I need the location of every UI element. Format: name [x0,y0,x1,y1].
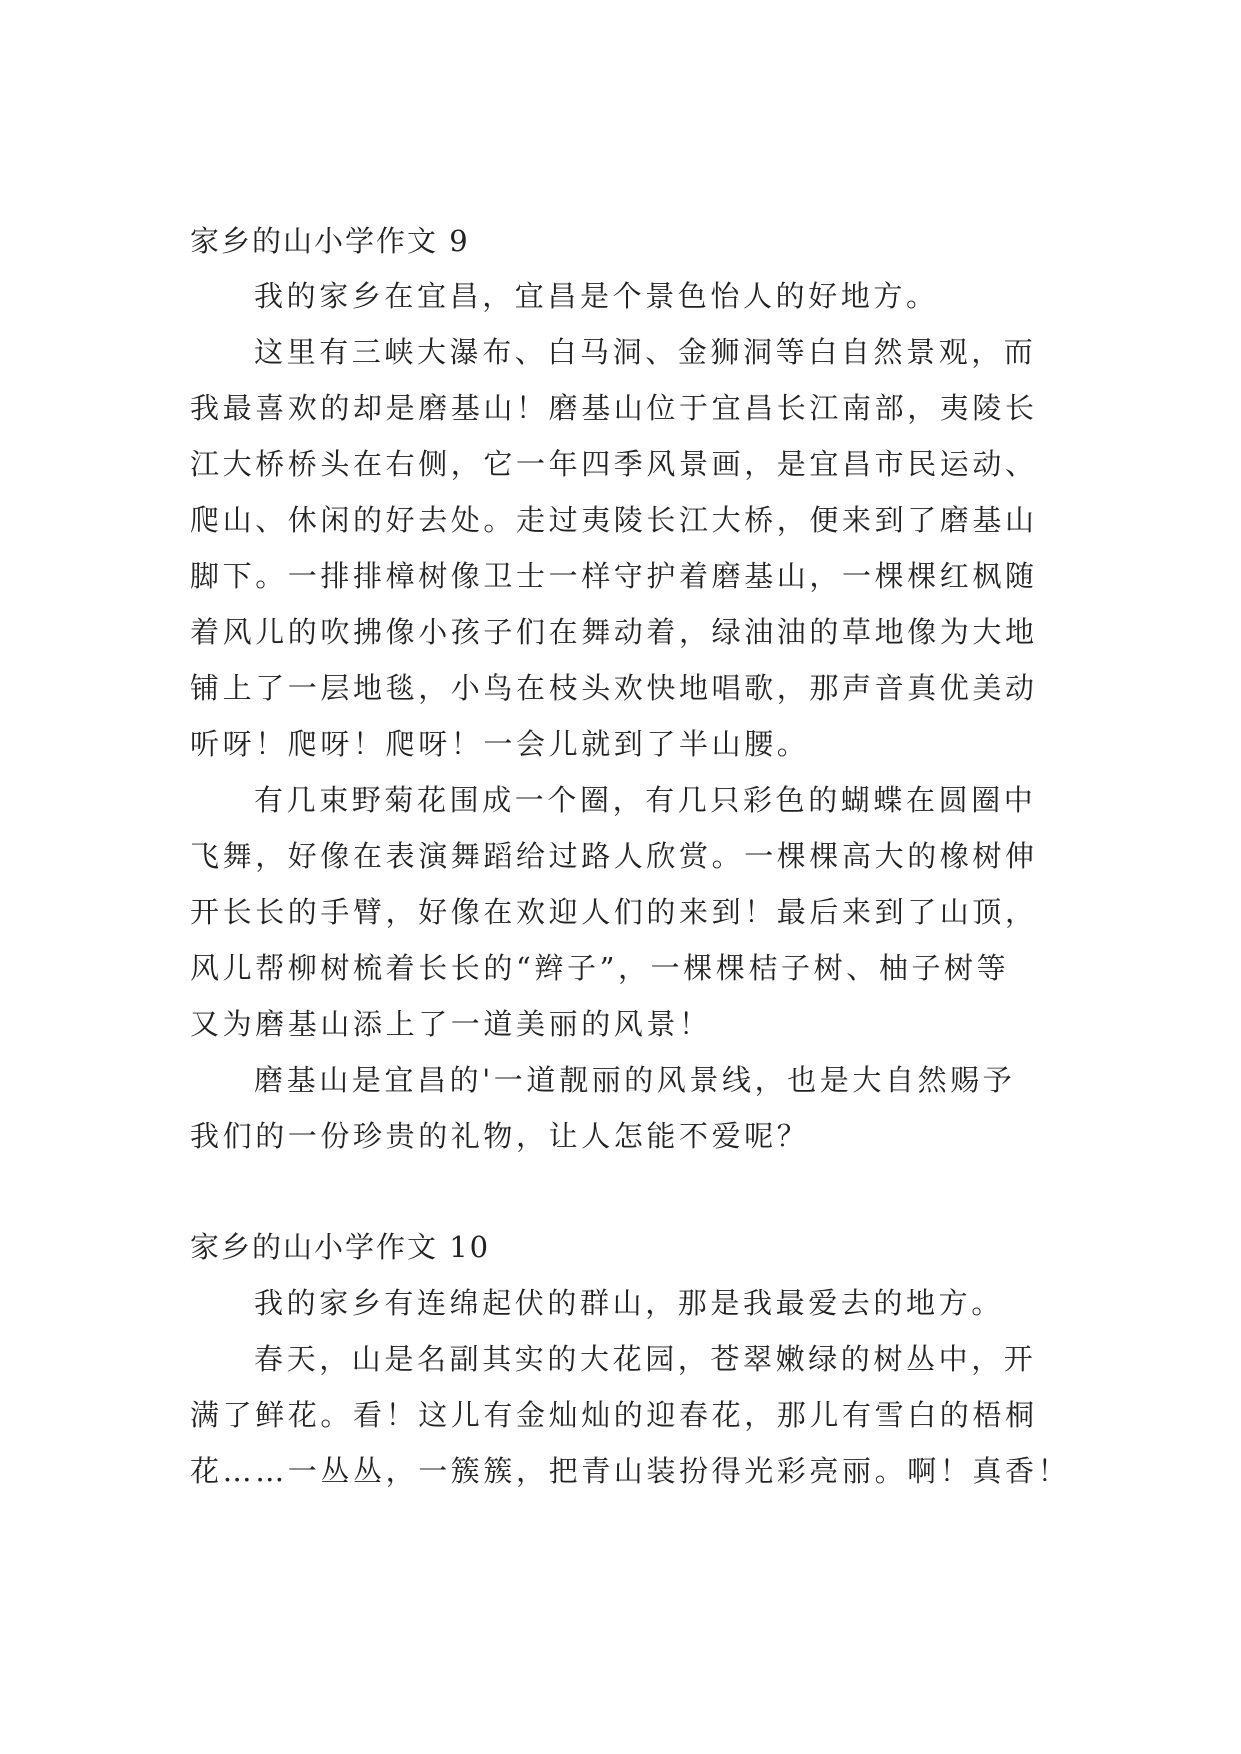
paragraph-line: 听呀！爬呀！爬呀！一会儿就到了半山腰。 [190,727,810,761]
paragraph-line: 这里有三峡大瀑布、白马洞、金狮洞等白自然景观，而 [254,335,1037,369]
paragraph-line: 磨基山是宜昌的'一道靓丽的风景线，也是大自然赐予 [254,1063,1016,1097]
paragraph-line: 满了鲜花。看！这儿有金灿灿的迎春花，那儿有雪白的梧桐 [190,1398,1038,1432]
paragraph-line: 爬山、休闲的好去处。走过夷陵长江大桥，便来到了磨基山 [190,503,1038,537]
paragraph-line: 我的家乡在宜昌，宜昌是个景色怡人的好地方。 [254,279,939,313]
section-title: 家乡的山小学作文 10 [190,1230,491,1264]
paragraph-line: 铺上了一层地毯，小鸟在枝头欢快地唱歌，那声音真优美动 [190,671,1038,705]
section-title: 家乡的山小学作文 9 [190,224,470,258]
paragraph-line: 又为磨基山添上了一道美丽的风景！ [190,1007,712,1041]
paragraph-line: 着风儿的吹拂像小孩子们在舞动着，绿油油的草地像为大地 [190,615,1038,649]
paragraph-line: 我最喜欢的却是磨基山！磨基山位于宜昌长江南部，夷陵长 [190,391,1038,425]
paragraph-line: 我们的一份珍贵的礼物，让人怎能不爱呢？ [190,1119,810,1153]
paragraph-line: 江大桥桥头在右侧，它一年四季风景画，是宜昌市民运动、 [190,447,1038,481]
paragraph-line: 有几束野菊花围成一个圈，有几只彩色的蝴蝶在圆圈中 [254,783,1037,817]
paragraph-line: 花……一丛丛，一簇簇，把青山装扮得光彩亮丽。啊！真香！ [190,1454,1071,1488]
paragraph-line: 我的家乡有连绵起伏的群山，那是我最爱去的地方。 [254,1286,1004,1320]
paragraph-line: 飞舞，好像在表演舞蹈给过路人欣赏。一棵棵高大的橡树伸 [190,839,1038,873]
paragraph-line: 春天，山是名副其实的大花园，苍翠嫩绿的树丛中，开 [254,1342,1037,1376]
paragraph-line: 脚下。一排排樟树像卫士一样守护着磨基山，一棵棵红枫随 [190,559,1038,593]
paragraph-line: 风儿帮柳树梳着长长的“辫子”，一棵棵桔子树、柚子树等 [190,951,1010,985]
paragraph-line: 开长长的手臂，好像在欢迎人们的来到！最后来到了山顶， [190,895,1038,929]
